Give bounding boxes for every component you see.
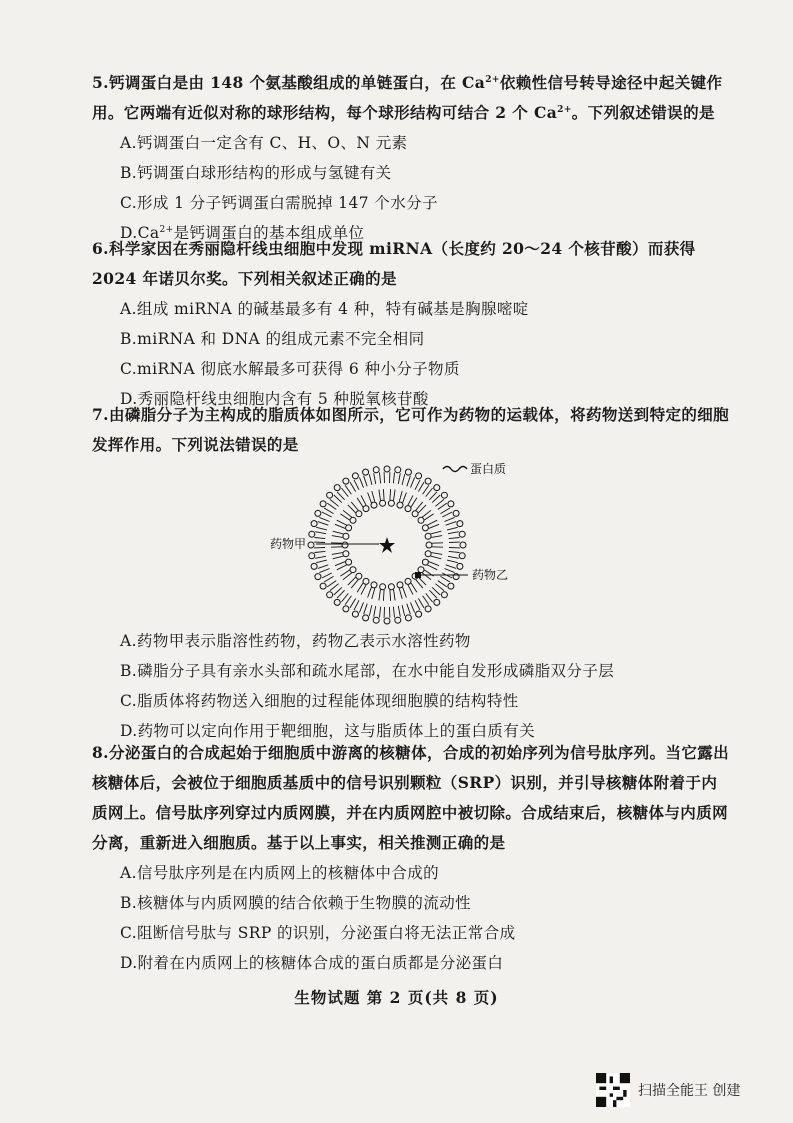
watermark-text: 扫描全能王 创建 — [638, 1083, 741, 1099]
phospholipid-head — [343, 606, 349, 612]
phospholipid-head — [448, 501, 454, 507]
phospholipid-tail — [403, 493, 407, 503]
phospholipid-head — [356, 573, 362, 579]
question-7-option-b: B.磷脂分子具有亲水头部和疏水尾部，在水中能自发形成磷脂双分子层 — [120, 662, 615, 680]
phospholipid-tail — [427, 520, 437, 525]
phospholipid-tail — [368, 587, 372, 597]
phospholipid-head — [352, 473, 358, 479]
question-7-stem-block — [92, 400, 732, 460]
phospholipid-tail — [318, 565, 329, 569]
phospholipid-tail — [444, 569, 454, 573]
phospholipid-tail — [418, 599, 424, 608]
phospholipid-head — [459, 531, 465, 537]
phospholipid-tail — [446, 565, 457, 569]
phospholipid-tail — [426, 593, 433, 602]
phospholipid-head — [311, 521, 317, 527]
phospholipid-tail — [332, 536, 343, 538]
phospholipid-head — [363, 469, 369, 475]
question-7-option-d: D.药物可以定向作用于靶细胞，这与脂质体上的蛋白质有关 — [120, 722, 536, 740]
phospholipid-tail — [438, 581, 447, 587]
phospholipid-tail — [444, 517, 454, 521]
phospholipid-tail — [431, 531, 442, 534]
phospholipid-tail — [337, 520, 347, 525]
phospholipid-tail — [315, 556, 326, 558]
question-8-option-b: B.核糖体与内质网膜的结合依赖于生物膜的流动性 — [120, 894, 472, 912]
phospholipid-tail — [411, 602, 415, 612]
phospholipid-head — [334, 485, 340, 491]
phospholipid-tail — [372, 588, 375, 599]
phospholipid-tail — [407, 476, 411, 487]
question-8-stem: 8.分泌蛋白的合成起始于细胞质中游离的核糖体，合成的初始序列为信号肽序列。当它露出核糖体后，会被位于细胞质基质中的信号识别颗粒（SRP）识别，并引导核糖体附着于内质网上。信号肽序列穿过内质网膜，并在内质网腔中被切除。合成结束后，核糖体与内质网分离，重新进入细胞质。基于以上事实，相关推测正确的是 — [92, 743, 730, 852]
phospholipid-tail — [415, 480, 420, 490]
phospholipid-head — [448, 583, 454, 589]
phospholipid-head — [395, 467, 401, 473]
phospholipid-tail — [369, 605, 372, 616]
phospholipid-head — [425, 478, 431, 484]
phospholipid-head — [350, 567, 356, 573]
phospholipid-head — [311, 563, 317, 569]
phospholipid-head — [363, 615, 369, 621]
phospholipid-tail — [350, 482, 356, 491]
phospholipid-head — [373, 617, 379, 623]
phospholipid-tail — [403, 587, 407, 597]
phospholipid-tail — [357, 498, 363, 507]
phospholipid-tail — [314, 551, 325, 552]
phospholipid-tail — [435, 499, 444, 506]
question-5-stem: 5.钙调蛋白是由 148 个氨基酸组成的单链蛋白，在 $Ca^{2+}$依赖性信号转导途径中起关键作用。它两端有近似对称的球形结构，每个球形结构可结合 2 个 $Ca^{2+}$。下列叙述错误的是 — [92, 73, 723, 122]
phospholipid-head — [343, 478, 349, 484]
question-6 — [92, 234, 732, 414]
question-6-stem: 6.科学家因在秀丽隐杆线虫细胞中发现 miRNA（长度约 20～24 个核苷酸）而获得 2024 年诺贝尔奖。下列相关叙述正确的是 — [92, 239, 696, 288]
question-6-option-a: A.组成 miRNA 的碱基最多有 4 种，特有碱基是胸腺嘧啶 — [120, 300, 529, 318]
phospholipid-tail — [379, 590, 381, 601]
phospholipid-tail — [411, 477, 415, 487]
phospholipid-head — [405, 578, 411, 584]
phospholipid-tail — [324, 576, 333, 582]
phospholipid-tail — [435, 584, 444, 591]
phospholipid-head — [388, 584, 394, 590]
drug-b-marker — [415, 572, 421, 578]
phospholipid-tail — [418, 482, 424, 491]
phospholipid-tail — [394, 490, 396, 501]
phospholipid-tail — [330, 499, 339, 506]
phospholipid-head — [384, 466, 390, 472]
phospholipid-head — [380, 500, 386, 506]
phospholipid-head — [343, 551, 349, 557]
phospholipid-tail — [354, 480, 359, 490]
phospholipid-tail — [383, 590, 384, 601]
phospholipid-tail — [369, 474, 372, 485]
phospholipid-tail — [316, 527, 327, 530]
phospholipid-tail — [330, 584, 339, 591]
phospholipid-tail — [399, 588, 402, 599]
question-5-option-b: B.钙调蛋白球形结构的形成与氢键有关 — [120, 164, 392, 182]
phospholipid-tail — [407, 604, 411, 615]
phospholipid-tail — [327, 503, 336, 509]
phospholipid-head — [327, 592, 333, 598]
phospholipid-tail — [345, 485, 351, 494]
phospholipid-head — [434, 599, 440, 605]
question-5-option-a: A.钙调蛋白一定含有 C、H、O、N 元素 — [120, 134, 408, 152]
phospholipid-tail — [431, 556, 442, 559]
phospholipid-tail — [442, 512, 452, 517]
phospholipid-tail — [383, 489, 384, 500]
question-5-option-c: C.形成 1 分子钙调蛋白需脱掉 147 个水分子 — [120, 194, 438, 212]
phospholipid-head — [384, 618, 390, 624]
question-5-option-d: $D.Ca^{2+}$是钙调蛋白的基本组成单位 — [120, 224, 365, 242]
phospholipid-head — [315, 510, 321, 516]
phospholipid-tail — [359, 602, 363, 612]
phospholipid-head — [459, 553, 465, 559]
phospholipid-tail — [448, 532, 459, 534]
phospholipid-tail — [431, 536, 442, 538]
phospholipid-tail — [423, 485, 429, 494]
phospholipid-tail — [332, 553, 343, 555]
phospholipid-tail — [402, 474, 405, 485]
phospholipid-tail — [398, 473, 400, 484]
phospholipid-head — [334, 599, 340, 605]
phospholipid-head — [422, 559, 428, 565]
phospholipid-tail — [335, 562, 345, 566]
phospholipid-tail — [429, 562, 439, 566]
phospholipid-head — [412, 511, 418, 517]
phospholipid-head — [320, 583, 326, 589]
phospholipid-tail — [415, 600, 420, 610]
question-7-option-c: C.脂质体将药物送入细胞的过程能体现细胞膜的结构特性 — [120, 692, 519, 710]
phospholipid-tail — [357, 583, 363, 592]
phospholipid-tail — [341, 488, 348, 497]
question-8-option-d: D.附着在内质网上的核糖体合成的蛋白质都是分泌蛋白 — [120, 954, 504, 972]
phospholipid-head — [371, 582, 377, 588]
phospholipid-head — [395, 617, 401, 623]
phospholipid-tail — [315, 532, 326, 534]
phospholipid-tail — [314, 538, 325, 539]
phospholipid-head — [397, 582, 403, 588]
scanner-watermark — [596, 1073, 740, 1107]
phospholipid-tail — [427, 565, 437, 570]
phospholipid-tail — [411, 583, 417, 592]
phospholipid-tail — [449, 551, 460, 552]
phospholipid-tail — [322, 573, 332, 578]
phospholipid-head — [453, 510, 459, 516]
liposome-diagram — [270, 455, 530, 625]
phospholipid-tail — [431, 553, 442, 555]
phospholipid-head — [327, 492, 333, 498]
question-8-option-a: A.信号肽序列是在内质网上的核糖体中合成的 — [120, 864, 440, 882]
phospholipid-tail — [390, 489, 391, 500]
phospholipid-tail — [393, 472, 394, 483]
phospholipid-tail — [408, 495, 413, 505]
phospholipid-tail — [441, 508, 450, 514]
phospholipid-tail — [411, 498, 417, 507]
phospholipid-tail — [402, 605, 405, 616]
phospholipid-head — [405, 506, 411, 512]
phospholipid-head — [315, 574, 321, 580]
phospholipid-head — [388, 500, 394, 506]
phospholipid-tail — [438, 503, 447, 509]
phospholipid-head — [308, 542, 314, 548]
phospholipid-head — [346, 559, 352, 565]
phospholipid-tail — [429, 524, 439, 528]
phospholipid-tail — [408, 585, 413, 595]
question-7-options — [92, 626, 732, 746]
phospholipid-head — [343, 533, 349, 539]
phospholipid-tail — [368, 493, 372, 503]
phospholipid-tail — [318, 522, 329, 526]
phospholipid-head — [352, 611, 358, 617]
phospholipid-tail — [423, 596, 429, 605]
phospholipid-tail — [380, 472, 381, 483]
phospholipid-head — [441, 592, 447, 598]
phospholipid-tail — [337, 565, 347, 570]
phospholipid-head — [425, 551, 431, 557]
question-6-option-b: B.miRNA 和 DNA 的组成元素不完全相同 — [120, 330, 425, 348]
phospholipid-head — [441, 492, 447, 498]
phospholipid-tail — [448, 556, 459, 558]
phospholipid-head — [373, 467, 379, 473]
phospholipid-tail — [335, 524, 345, 528]
question-7-option-a: A.药物甲表示脂溶性药物，药物乙表示水溶性药物 — [120, 632, 471, 650]
question-8 — [92, 738, 732, 978]
phospholipid-head — [350, 517, 356, 523]
question-8-option-c: C.阻断信号肽与 SRP 的识别，分泌蛋白将无法正常合成 — [120, 924, 516, 942]
phospholipid-tail — [333, 556, 344, 559]
phospholipid-tail — [394, 590, 396, 601]
phospholipid-head — [342, 542, 348, 548]
phospholipid-head — [418, 567, 424, 573]
question-7-stem: 7.由磷脂分子为主构成的脂质体如图所示，它可作为药物的运载体，将药物送到特定的细胞发挥作用。下列说法错误的是 — [92, 405, 730, 454]
phospholipid-tail — [359, 477, 363, 487]
phospholipid-head — [363, 506, 369, 512]
phospholipid-head — [405, 615, 411, 621]
phospholipid-tail — [319, 517, 329, 521]
phospholipid-tail — [398, 606, 400, 617]
question-5 — [92, 68, 732, 248]
phospholipid-head — [460, 542, 466, 548]
phospholipid-head — [309, 531, 315, 537]
page-footer: 生物试题 第 2 页(共 8 页) — [294, 988, 499, 1007]
phospholipid-tail — [361, 495, 366, 505]
phospholipid-head — [363, 578, 369, 584]
phospholipid-head — [346, 525, 352, 531]
phospholipid-head — [422, 525, 428, 531]
phospholipid-tail — [446, 522, 457, 526]
label-drug-b: 药物乙 — [472, 568, 509, 582]
phospholipid-head — [426, 542, 432, 548]
phospholipid-tail — [324, 508, 333, 514]
phospholipid-tail — [393, 607, 394, 618]
phospholipid-tail — [379, 490, 381, 501]
phospholipid-tail — [333, 531, 344, 534]
phospholipid-tail — [319, 569, 329, 573]
phospholipid-tail — [345, 596, 351, 605]
phospholipid-head — [457, 521, 463, 527]
phospholipid-tail — [327, 581, 336, 587]
phospholipid-tail — [374, 606, 376, 617]
phospholipid-tail — [441, 576, 450, 582]
phospholipid-head — [425, 606, 431, 612]
phospholipid-head — [416, 473, 422, 479]
phospholipid-head — [309, 553, 315, 559]
phospholipid-tail — [449, 538, 460, 539]
question-6-option-c: C.miRNA 彻底水解最多可获得 6 种小分子物质 — [120, 360, 460, 378]
phospholipid-head — [425, 533, 431, 539]
phospholipid-tail — [316, 560, 327, 563]
phospholipid-tail — [364, 604, 368, 615]
label-drug-a: 药物甲 — [270, 537, 307, 551]
phospholipid-head — [371, 502, 377, 508]
phospholipid-head — [418, 517, 424, 523]
phospholipid-tail — [399, 491, 402, 502]
phospholipid-tail — [390, 590, 391, 601]
phospholipid-tail — [341, 593, 348, 602]
phospholipid-tail — [322, 512, 332, 517]
qr-code-icon — [596, 1073, 630, 1107]
label-protein: 蛋白质 — [470, 462, 507, 476]
phospholipid-head — [405, 469, 411, 475]
phospholipid-head — [457, 563, 463, 569]
phospholipid-head — [320, 501, 326, 507]
phospholipid-tail — [374, 473, 376, 484]
question-6-option-d: D.秀丽隐杆线虫细胞内含有 5 种脱氧核苷酸 — [120, 390, 429, 408]
phospholipid-tail — [361, 585, 366, 595]
phospholipid-head — [416, 611, 422, 617]
drug-a-star — [379, 537, 395, 553]
phospholipid-head — [380, 584, 386, 590]
phospholipid-tail — [364, 476, 368, 487]
phospholipid-tail — [380, 607, 381, 618]
phospholipid-head — [434, 485, 440, 491]
phospholipid-head — [397, 502, 403, 508]
phospholipid-tail — [354, 600, 359, 610]
phospholipid-tail — [372, 491, 375, 502]
phospholipid-head — [356, 511, 362, 517]
phospholipid-tail — [447, 527, 458, 530]
phospholipid-tail — [350, 599, 356, 608]
protein-shape — [443, 467, 467, 472]
phospholipid-tail — [426, 488, 433, 497]
phospholipid-tail — [447, 560, 458, 563]
